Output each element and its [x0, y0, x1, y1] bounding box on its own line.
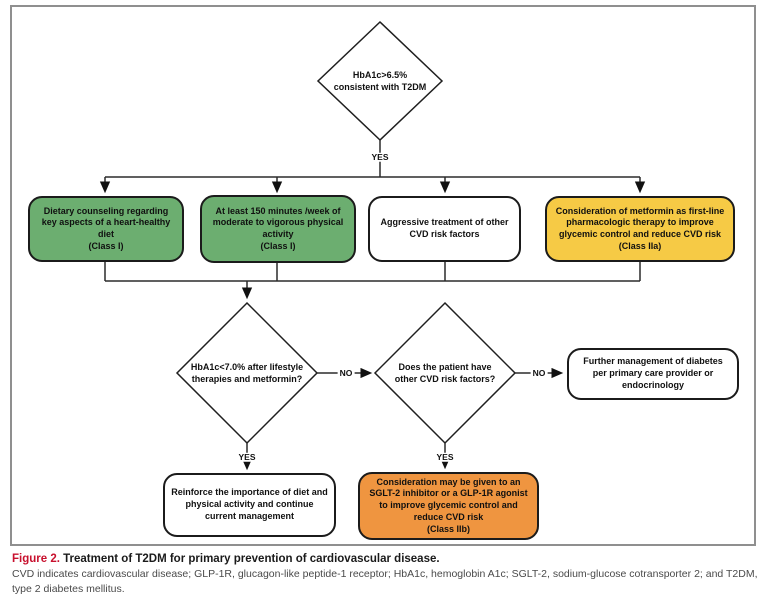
box-sglt2-glp1r — [358, 472, 539, 540]
start-diamond-label: HbA1c>6.5% consistent with T2DM — [333, 69, 427, 92]
box-physical-activity — [200, 195, 356, 263]
box-sglt2-glp1r-text: Consideration may be given to an SGLT-2 inhibitor or a GLP-1R agonist to improve glycemic control and reduce CVD risk — [369, 476, 528, 522]
box-dietary-counseling-class: (Class I) — [88, 240, 124, 251]
figure-label: Figure 2. — [12, 553, 60, 565]
box-metformin-class: (Class IIa) — [618, 240, 662, 251]
figure-abbreviations: CVD indicates cardiovascular disease; GLP-1R, glucagon-like peptide-1 receptor; HbA1c, hemoglobin A1c; SGLT-2, sodium-glucose cotransporter 2; and T2DM, type 2 diabetes mellitus. — [12, 568, 758, 596]
edge-label-yes-mid: YES — [436, 451, 454, 462]
edge-label-no-1: NO — [339, 367, 353, 378]
connector-bottom-collector — [105, 262, 640, 281]
figure-title: Treatment of T2DM for primary prevention of cardiovascular disease. — [63, 553, 440, 565]
edge-label-yes-left: YES — [238, 451, 256, 462]
box-reinforce-management-text: Reinforce the importance of diet and physical activity and continue current management — [171, 487, 328, 521]
decision-cvd-label: Does the patient have other CVD risk factors? — [394, 361, 496, 384]
box-dietary-counseling — [28, 196, 184, 262]
edge-label-no-2: NO — [532, 367, 546, 378]
box-further-management-text: Further management of diabetes per primary care provider or endocrinology — [583, 356, 723, 390]
box-metformin-text: Consideration of metformin as first-line pharmacologic therapy to improve glycemic control and reduce CVD risk — [555, 205, 725, 239]
edge-label-yes-top: YES — [371, 151, 389, 162]
box-physical-activity-class: (Class I) — [260, 240, 296, 251]
decision-hba1c-label: HbA1c<7.0% after lifestyle therapies and metformin? — [190, 361, 304, 384]
box-further-management — [567, 348, 739, 400]
box-sglt2-glp1r-class: (Class IIb) — [426, 523, 470, 534]
box-physical-activity-text: At least 150 minutes /week of moderate to vigorous physical activity — [212, 205, 344, 239]
box-cvd-risk-treatment — [368, 196, 521, 262]
box-dietary-counseling-text: Dietary counseling regarding key aspects of a heart-healthy diet — [41, 205, 171, 239]
figure-caption — [12, 552, 760, 567]
box-metformin — [545, 196, 735, 262]
box-cvd-risk-treatment-text: Aggressive treatment of other CVD risk factors — [380, 217, 509, 239]
box-reinforce-management — [163, 473, 336, 537]
